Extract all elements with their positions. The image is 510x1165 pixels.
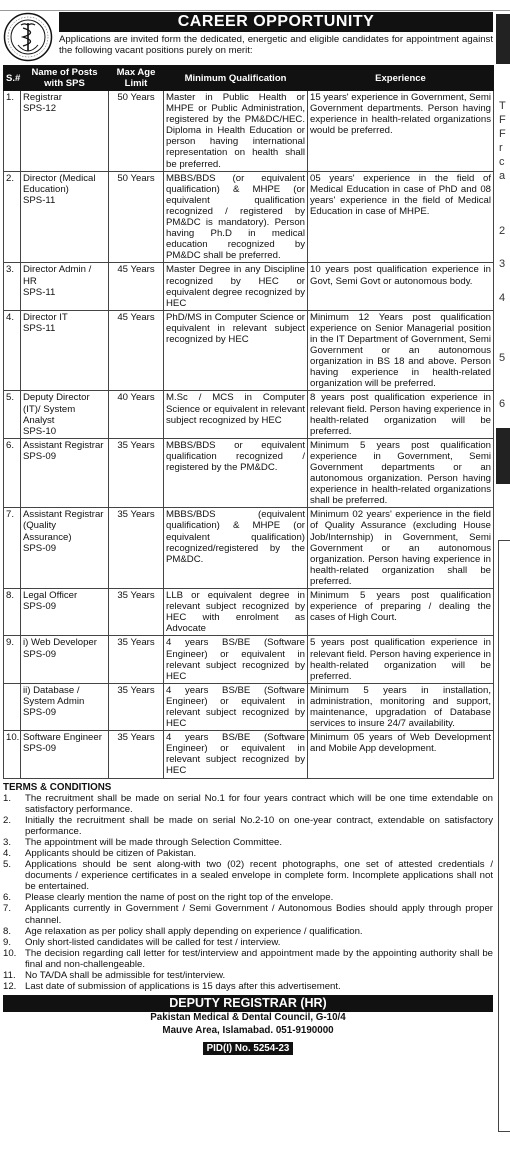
footer-designation: DEPUTY REGISTRAR (HR): [3, 995, 493, 1012]
terms-item-number: 4.: [3, 848, 12, 859]
post-name: Deputy Director (IT)/ System Analyst: [23, 392, 90, 426]
post-name: i) Web Developer: [23, 637, 97, 649]
table-row: [4, 636, 494, 683]
post-scale: SPS-09: [23, 648, 57, 660]
terms-item-text: Age relaxation as per policy shall apply depending on experience / qualification.: [25, 925, 363, 937]
age-cell: 35 Years: [109, 731, 164, 778]
age-cell: 35 Years: [109, 508, 164, 589]
terms-item-text: The decision regarding call letter for test/interview and appointment made by the appointing authority shall be final and non-challengeable.: [25, 947, 493, 970]
table-row: [4, 589, 494, 636]
table-row: [4, 391, 494, 438]
qualification-cell: Master in Public Health or MHPE or Public Administration, registered by the PM&DC/HEC. Diploma in Health Education or person having international representation on health shall be preferred.: [164, 91, 308, 172]
post-name: Registrar: [23, 92, 62, 103]
post-scale: SPS-09: [23, 450, 57, 462]
top-strip: [0, 0, 510, 11]
post-scale: SPS-09: [23, 542, 57, 554]
qualification-cell: MBBS/BDS (equivalent qualification) & MHPE (or equivalent qualification) recognized/registered by the PM&DC.: [164, 508, 308, 589]
terms-item-text: Applications should be sent along-with two (02) recent photographs, one set of attested credentials / documents / experience certificates in a sealed envelope in complete form. Incomplete applications shall not be entertained.: [25, 859, 493, 893]
table-row: [4, 91, 494, 172]
serial-cell: 10.: [4, 731, 21, 778]
post-cell: [21, 636, 109, 683]
post-cell: [21, 310, 109, 391]
terms-item: [3, 903, 493, 925]
post-scale: SPS-09: [23, 706, 57, 718]
terms-item-number: 6.: [3, 892, 12, 904]
vacancies-table: [3, 65, 494, 779]
age-cell: 50 Years: [109, 91, 164, 172]
experience-cell: Minimum 12 Years post qualification experience on Senior Managerial position in the IT Department of Government, Semi Government or an autonomous organization in BS 18 and above. Person having experience in health-related organization will be preferred.: [308, 310, 494, 391]
pmdc-seal-icon: [3, 12, 53, 62]
table-row: [4, 683, 494, 730]
terms-item: [3, 848, 493, 859]
experience-cell: 8 years post qualification experience in relevant field. Person having experience in health-related organization will be preferred.: [308, 391, 494, 438]
column-header-qualification: Minimum Qualification: [164, 66, 308, 91]
post-name: Assistant Registrar (Quality Assurance): [23, 509, 104, 543]
post-name: Software Engineer: [23, 732, 102, 744]
post-name: Director IT: [23, 311, 68, 323]
terms-item-text: Applicants should be citizen of Pakistan.: [25, 848, 197, 859]
post-name: Legal Officer: [23, 590, 78, 602]
table-row: [4, 731, 494, 778]
terms-item-number: 12.: [3, 981, 17, 993]
terms-item: [3, 948, 493, 970]
age-cell: 45 Years: [109, 263, 164, 310]
terms-item-number: 8.: [3, 925, 12, 937]
adjacent-ad-edge: T F F r c a 2 3 4 5 6: [496, 0, 510, 1165]
column-header-serial: S.#: [4, 66, 21, 91]
column-header-age: Max Age Limit: [109, 66, 164, 91]
post-cell: [21, 683, 109, 730]
terms-item: [3, 937, 493, 948]
post-cell: [21, 171, 109, 263]
post-name: Director Admin / HR: [23, 264, 92, 287]
experience-cell: Minimum 5 years in installation, administration, monitoring and support, maintenance, upgradation of Database services to insure 24/7 availability.: [308, 683, 494, 730]
serial-cell: 2.: [4, 171, 21, 263]
post-scale: SPS-11: [23, 194, 56, 206]
post-cell: [21, 438, 109, 508]
terms-item: [3, 926, 493, 937]
terms-item: [3, 859, 493, 892]
column-header-post: Name of Posts with SPS: [21, 66, 109, 91]
terms-item-text: Initially the recruitment shall be made on serial No.2-10 on one-year contract, extendable on satisfactory performance.: [25, 814, 493, 837]
serial-cell: 3.: [4, 263, 21, 310]
job-advertisement: [3, 12, 493, 1056]
post-cell: [21, 391, 109, 438]
post-cell: [21, 731, 109, 778]
serial-cell: [4, 683, 21, 730]
serial-cell: 5.: [4, 391, 21, 438]
experience-cell: Minimum 5 years post qualification experience in Government, Semi Government departments or an autonomous organization. Person having experience in health-related organizations shall be preferred.: [308, 438, 494, 508]
footer-organization: Pakistan Medical & Dental Council, G-10/4: [150, 1012, 346, 1024]
terms-item-number: 5.: [3, 859, 12, 871]
experience-cell: 10 years post qualification experience in Govt, Semi Govt or autonomous body.: [308, 263, 494, 310]
terms-item: [3, 815, 493, 837]
table-row: [4, 310, 494, 391]
experience-cell: 5 years post qualification experience in relevant field. Person having experience in health-related organization will be preferred.: [308, 636, 494, 683]
post-scale: SPS-10: [23, 425, 57, 437]
qualification-cell: MBBS/BDS or equivalent qualification recognized / registered by the PM&DC.: [164, 438, 308, 508]
qualification-cell: 4 years BS/BE (Software Engineer) or equivalent in relevant subject recognized by HEC: [164, 683, 308, 730]
post-cell: [21, 91, 109, 172]
ad-intro: Applications are invited form the dedicated, energetic and eligible candidates for appointment against the following vacant positions purely on merit:: [59, 34, 493, 57]
terms-item-text: Please clearly mention the name of post on the right top of the envelope.: [25, 892, 334, 904]
experience-cell: Minimum 5 years post qualification experience of preparing / dealing the cases of High Court.: [308, 589, 494, 636]
post-scale: SPS-11: [23, 322, 56, 334]
footer-address: Mauve Area, Islamabad. 051-9190000: [162, 1024, 334, 1036]
experience-cell: 05 years' experience in the field of Medical Education in case of PhD and 08 years' experience in the field of Medical Education in case of MHPE.: [308, 171, 494, 263]
post-name: Director (Medical Education): [23, 172, 96, 195]
terms-item: [3, 892, 493, 903]
pid-number: PID(I) No. 5254-23: [203, 1042, 294, 1055]
age-cell: 35 Years: [109, 438, 164, 508]
post-scale: SPS-11: [23, 286, 56, 298]
terms-item: [3, 793, 493, 815]
post-name: Assistant Registrar: [23, 439, 104, 451]
table-row: [4, 263, 494, 310]
terms-item-text: Applicants currently in Government / Semi Government / Autonomous Bodies should apply through proper channel.: [25, 903, 493, 926]
post-scale: SPS-09: [23, 743, 57, 755]
ad-header: [3, 12, 493, 62]
table-row: [4, 171, 494, 263]
table-row: [4, 508, 494, 589]
terms-item-number: 11.: [3, 970, 16, 982]
terms-item-number: 2.: [3, 814, 12, 826]
qualification-cell: PhD/MS in Computer Science or equivalent in relevant subject recognized by HEC: [164, 310, 308, 391]
experience-cell: 15 years' experience in Government, Semi Government departments. Person having experience in health-related organizations would be preferred.: [308, 91, 494, 172]
post-scale: SPS-09: [23, 601, 57, 613]
terms-item-text: The recruitment shall be made on serial No.1 for four years contract which will be one time extendable on satisfactory performance.: [25, 792, 493, 815]
serial-cell: 7.: [4, 508, 21, 589]
serial-cell: 1.: [4, 91, 21, 172]
age-cell: 35 Years: [109, 683, 164, 730]
terms-title: TERMS & CONDITIONS: [3, 781, 112, 793]
age-cell: 50 Years: [109, 171, 164, 263]
terms-item-number: 1.: [3, 792, 12, 804]
age-cell: 40 Years: [109, 391, 164, 438]
terms-item-number: 3.: [3, 836, 12, 848]
qualification-cell: 4 years BS/BE (Software Engineer) or equivalent in relevant subject recognized by HEC: [164, 731, 308, 778]
qualification-cell: Master Degree in any Discipline recognized by HEC or equivalent degree recognized by HEC: [164, 263, 308, 310]
qualification-cell: LLB or equivalent degree in relevant subject recognized by HEC with enrolment as Advocate: [164, 589, 308, 636]
terms-list: [3, 793, 493, 993]
age-cell: 35 Years: [109, 589, 164, 636]
terms-item-text: The appointment will be made through Selection Committee.: [25, 836, 283, 848]
post-name: ii) Database / System Admin: [23, 684, 85, 707]
terms-item-number: 7.: [3, 903, 12, 915]
post-cell: [21, 263, 109, 310]
post-cell: [21, 508, 109, 589]
post-cell: [21, 589, 109, 636]
column-header-experience: Experience: [308, 66, 494, 91]
serial-cell: 8.: [4, 589, 21, 636]
terms-item: [3, 981, 493, 992]
terms-item-number: 10.: [3, 947, 17, 959]
serial-cell: 9.: [4, 636, 21, 683]
ad-title: CAREER OPPORTUNITY: [59, 12, 493, 32]
age-cell: 45 Years: [109, 310, 164, 391]
serial-cell: 6.: [4, 438, 21, 508]
age-cell: 35 Years: [109, 636, 164, 683]
terms-item: [3, 837, 493, 848]
terms-item-text: Last date of submission of applications is 15 days after this advertisement.: [25, 981, 341, 993]
serial-cell: 4.: [4, 310, 21, 391]
terms-item: [3, 970, 493, 981]
qualification-cell: 4 years BS/BE (Software Engineer) or equivalent in relevant subject recognized by HEC: [164, 636, 308, 683]
post-scale: SPS-12: [23, 103, 57, 115]
table-header-row: [4, 66, 494, 91]
qualification-cell: MBBS/BDS (or equivalent qualification) & MHPE (or equivalent qualification recognized / registered by PM&DC is mandatory). Person having Ph.D in medical education recognized by PM&DC shall be preferred.: [164, 171, 308, 263]
terms-item-text: Only short-listed candidates will be called for test / interview.: [25, 936, 281, 948]
terms-item-number: 9.: [3, 936, 12, 948]
qualification-cell: M.Sc / MCS in Computer Science or equivalent in relevant subject recognized by HEC: [164, 391, 308, 438]
terms-item-text: No TA/DA shall be admissible for test/interview.: [25, 970, 226, 982]
table-row: [4, 438, 494, 508]
experience-cell: Minimum 02 years' experience in the field of Quality Assurance (excluding House Job/Internship) in Government, Semi Government or an autonomous organization. Person having experience in health-related organization shall be preferred.: [308, 508, 494, 589]
experience-cell: Minimum 05 years of Web Development and Mobile App development.: [308, 731, 494, 778]
